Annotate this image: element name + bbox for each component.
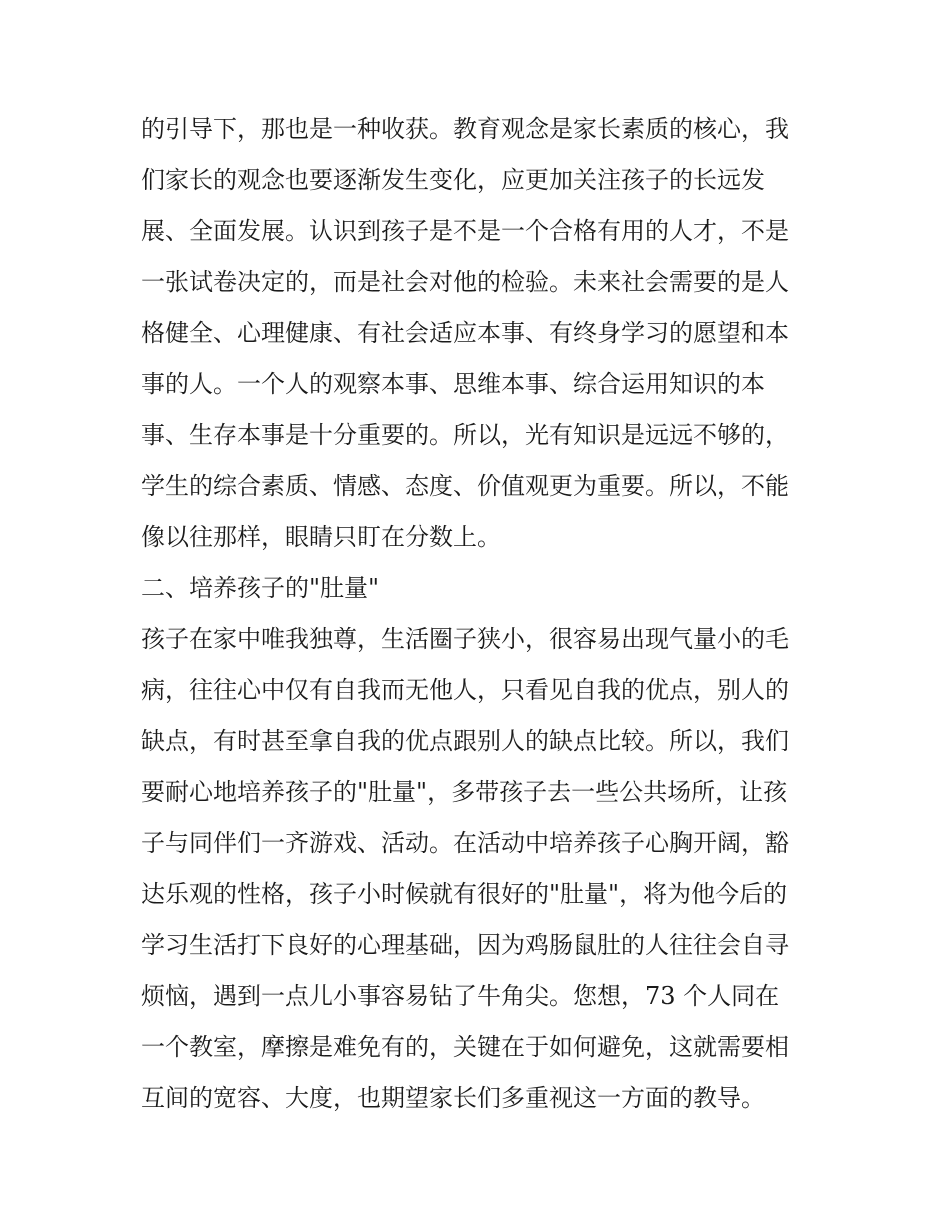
text-line: 一个教室，摩擦是难免有的，关键在于如何避免，这就需要相 [141,1033,789,1061]
text-line: 缺点，有时甚至拿自我的优点跟别人的缺点比较。所以，我们 [141,727,789,755]
text-line: 学习生活打下良好的心理基础，因为鸡肠鼠肚的人往往会自寻 [141,931,789,959]
text-line: 事的人。一个人的观察本事、思维本事、综合运用知识的本 [141,370,765,398]
text-line: 学生的综合素质、情感、态度、价值观更为重要。所以，不能 [141,472,789,500]
text-line: 达乐观的性格，孩子小时候就有很好的"肚量"，将为他今后的 [141,880,788,908]
text-line: 一张试卷决定的，而是社会对他的检验。未来社会需要的是人 [141,268,789,296]
document-body [141,104,821,1124]
section-heading: 二、培养孩子的"肚量" [141,574,380,602]
text-line: 像以往那样，眼睛只盯在分数上。 [141,523,501,551]
text-line: 烦恼，遇到一点儿小事容易钻了牛角尖。您想，73 个人同在 [141,982,780,1010]
text-line: 互间的宽容、大度，也期望家长们多重视这一方面的教导。 [141,1084,765,1112]
text-line: 孩子在家中唯我独尊，生活圈子狭小，很容易出现气量小的毛 [141,625,789,653]
text-line: 的引导下，那也是一种收获。教育观念是家长素质的核心，我 [141,115,789,143]
text-line: 们家长的观念也要逐渐发生变化，应更加关注孩子的长远发 [141,166,765,194]
text-line: 病，往往心中仅有自我而无他人，只看见自我的优点，别人的 [141,676,789,704]
text-line: 子与同伴们一齐游戏、活动。在活动中培养孩子心胸开阔，豁 [141,829,789,857]
text-line: 要耐心地培养孩子的"肚量"，多带孩子去一些公共场所，让孩 [141,778,788,806]
text-line: 事、生存本事是十分重要的。所以，光有知识是远远不够的， [141,421,789,449]
text-line: 展、全面发展。认识到孩子是不是一个合格有用的人才，不是 [141,217,789,245]
text-line: 格健全、心理健康、有社会适应本事、有终身学习的愿望和本 [141,319,789,347]
